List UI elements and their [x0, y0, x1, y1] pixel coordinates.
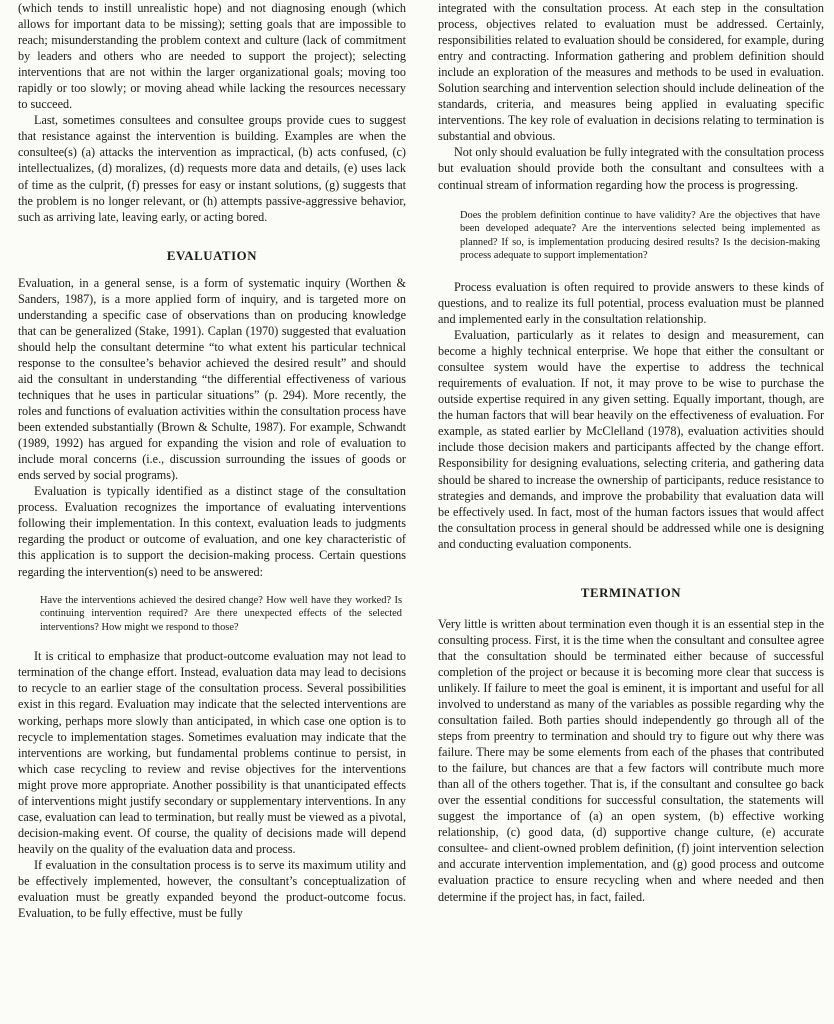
body-paragraph: Evaluation is typically identified as a distinct stage of the consultation process. Evaluation recognizes the importance of evaluating interventions following their implementation. In this context, evaluation leads to judgments regarding the product or outcome of evaluation, and one key characteristic of this application is to support the decision-making process. Certain questions regarding the intervention(s) need to be answered: [18, 484, 406, 579]
body-paragraph: If evaluation in the consultation process is to serve its maximum utility and be effectively implemented, however, the consultant’s conceptualization of evaluation must be greatly expanded beyond the product-outcome focus. Evaluation, to be fully effective, must be fully [18, 857, 406, 921]
block-quote-questions: Does the problem definition continue to have validity? Are the objectives that have been developed adequate? Are the interventions selected being implemented as planned? If so, is implementation producing desired results? Is the decision-making process adequate to support implementation? [460, 209, 820, 262]
section-heading-evaluation: EVALUATION [166, 248, 258, 263]
body-paragraph: Evaluation, in a general sense, is a form of systematic inquiry (Worthen & Sanders, 1987), is a more applied form of inquiry, and is targeted more on understanding a specific case of observations than on producing knowledge that can be generalized (Stake, 1991). Caplan (1970) suggested that evaluation should help the consultant determine “to what extent his particular technical response to the consultee’s behavior achieved the desired result” and should aid the consultant in understanding “the differential effectiveness of various techniques that he uses in particular situations” (p. 294). More recently, the roles and functions of evaluation activities within the consultation process have been extended substantially (Brown & Schulte, 1987). For example, Schwandt (1989, 1992) has argued for expanding the vision and role of evaluation to include moral concerns (i.e., discussion surrounding the issues of goods or ends served by social programs). [18, 275, 406, 483]
body-paragraph: (which tends to instill unrealistic hope) and not diagnosing enough (which allows for important data to be missing); setting goals that are impossible to reach; misunderstanding the problem context and culture (lack of commitment by leaders and others who are needed to support the project); selecting interventions that are not within the larger organizational goals; moving too rapidly or too slowly; or moving ahead while lacking the resources necessary to succeed. [18, 1, 406, 112]
body-paragraph: Process evaluation is often required to provide answers to these kinds of questions, and to realize its full potential, process evaluation must be planned and implemented early in the consultation relationship. [438, 279, 824, 327]
body-paragraph: Evaluation, particularly as it relates to design and measurement, can become a highly technical enterprise. We hope that either the consultant or consultee system would have the expertise to address the technical requirements of evaluation. If not, it may prove to be wise to purchase the outside expertise required in any given setting. Equally important, though, are the human factors that will bear heavily on the effectiveness of evaluation. For example, as stated earlier by McClelland (1978), evaluation activities should include those decision makers and participants affected by the change effort. Responsibility for designing evaluations, selecting criteria, and gathering data should be shared to increase the ownership of participants, reduce resistance to strategies and demands, and improve the probability that evaluation data will be effectively used. In fact, most of the human factors issues that would affect the consultation process in general should be addressed while one is designing and conducting evaluation components. [438, 328, 824, 551]
block-quote-questions: Have the interventions achieved the desired change? How well have they worked? Is continuing intervention required? Are there unexpected effects of the selected interventions? How might we respond to those? [40, 594, 402, 633]
left-column [18, 0, 406, 921]
body-paragraph: Very little is written about termination even though it is an essential step in the consulting process. First, it is the time when the consultant and consultee agree that the consultation should be terminated either because of successful completion of the project or because it is becoming more clear that success is unlikely. If failure to meet the goal is eminent, it is important and useful for all involved to understand as many of the variables as possible regarding why the consultation failed. Both parties should independently go through all of the steps from preentry to termination and should try to figure out why there was failure. There may be some elements from each of the phases that contributed to the failure, but chances are that a few factors will contribute much more than all of the others together. That is, if the consultant and consultee go back over the essential conditions for successful consultation, the statements will suggest the importance of (a) an open system, (b) effective working relationship, (c) good data, (d) supportive change culture, (e) accurate consultee- and client-owned problem definition, (f) joint intervention selection and accurate intervention implementation, and (g) good process and outcome evaluation practice to ensure recycling when and where needed and then determine if the project has, in fact, failed. [438, 616, 824, 904]
body-paragraph: Last, sometimes consultees and consultee groups provide cues to suggest that resistance against the intervention is building. Examples are when the consultee(s) (a) attacks the intervention as impractical, (b) acts confused, (c) intellectualizes, (d) moralizes, (d) requests more data and details, (e) uses lack of time as the culprit, (f) presses for easy or instant solutions, (g) suggests that the problem is no longer relevant, or (h) attempts passive-aggressive behavior, such as arriving late, leaving early, or acting bored. [18, 113, 406, 224]
section-heading-termination: TERMINATION [580, 585, 682, 600]
body-paragraph: Not only should evaluation be fully integrated with the consultation process but evaluation should provide both the consultant and consultees with a continual stream of information regarding how the process is progressing. [438, 145, 824, 192]
body-paragraph: integrated with the consultation process. At each step in the consultation process, objectives related to evaluation must be addressed. Certainly, responsibilities related to evaluation should be considered, for example, during entry and contracting. Information gathering and problem definition should include an exploration of the measures and methods to be used in evaluation. Solution searching and intervention selection should include delineation of the standards, criteria, and measures being applied in evaluating specific interventions. The key role of evaluation in decisions relating to termination is substantial and obvious. [438, 1, 824, 144]
body-paragraph: It is critical to emphasize that product-outcome evaluation may not lead to termination of the change effort. Instead, evaluation data may lead to decisions to recycle to an earlier stage of the consultation process. Several possibilities exist in this regard. Evaluation may indicate that the selected interventions are working, perhaps more slowly than anticipated, in which case one option is to recycle to implementation stages. Sometimes evaluation may indicate that the interventions are working, but fundamental problems continue to persist, in which case recycling to review and revise objectives for the interventions might prove more appropriate. Another possibility is that unanticipated effects of interventions might justify secondary or supplementary interventions. In any case, evaluation can lead to termination, but really must be viewed as a pivotal, decision-making event. Of course, the quality of decisions made will depend heavily on the quality of the evaluation data and process. [18, 649, 406, 856]
right-column [438, 0, 824, 905]
